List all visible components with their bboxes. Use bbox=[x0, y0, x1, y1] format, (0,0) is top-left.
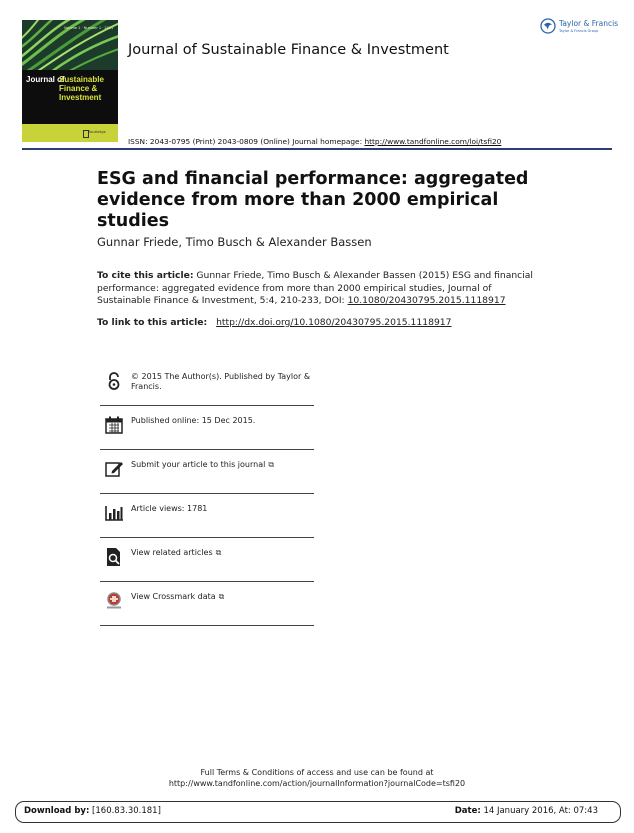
cover-title-main bbox=[59, 75, 104, 102]
search-document-icon bbox=[104, 547, 124, 567]
cover-title-prefix: Journal of bbox=[26, 75, 65, 84]
crossmark-link[interactable] bbox=[131, 592, 316, 602]
date-value: 14 January 2016, At: 07:43 bbox=[480, 806, 598, 816]
edit-icon bbox=[104, 459, 124, 479]
cover-artwork bbox=[22, 20, 118, 70]
article-authors: Gunnar Friede, Timo Busch & Alexander Bassen bbox=[97, 235, 372, 249]
taylor-francis-icon bbox=[540, 18, 556, 34]
related-articles-item[interactable] bbox=[100, 538, 314, 582]
citation-block bbox=[97, 270, 542, 308]
cover-issue-label: Volume 1 · Number 1 · 2011 bbox=[64, 26, 114, 30]
issn-text: ISSN: 2043-0795 (Print) 2043-0809 (Online) Journal homepage: bbox=[128, 137, 365, 146]
publisher-logo[interactable] bbox=[540, 17, 620, 41]
cover-title-line: Sustainable bbox=[59, 75, 104, 84]
journal-homepage-link[interactable]: http://www.tandfonline.com/loi/tsfi20 bbox=[364, 137, 502, 146]
related-articles-link[interactable] bbox=[131, 548, 316, 558]
article-info-list bbox=[100, 362, 314, 626]
article-link-label: To link to this article: bbox=[97, 317, 208, 328]
related-articles-label[interactable]: View related articles bbox=[131, 548, 213, 557]
cover-title-line: Investment bbox=[59, 93, 102, 102]
published-date-text: Published online: 15 Dec 2015. bbox=[131, 416, 256, 425]
journal-cover bbox=[22, 20, 118, 142]
article-link-block bbox=[97, 317, 451, 328]
terms-footer bbox=[0, 768, 634, 789]
article-views-text: Article views: 1781 bbox=[131, 504, 208, 513]
journal-title: Journal of Sustainable Finance & Investment bbox=[128, 42, 449, 58]
open-access-icon bbox=[104, 371, 124, 391]
external-link-icon: ⧉ bbox=[218, 592, 225, 601]
publisher-name: Taylor & Francis bbox=[559, 19, 619, 28]
crossmark-item[interactable] bbox=[100, 582, 314, 626]
doi-link[interactable]: 10.1080/20430795.2015.1118917 bbox=[347, 295, 506, 307]
calendar-icon bbox=[104, 415, 124, 435]
download-by bbox=[24, 806, 161, 816]
header-divider bbox=[22, 148, 612, 150]
terms-line: Full Terms & Conditions of access and use can be found at bbox=[200, 768, 434, 777]
download-label: Download by: bbox=[24, 806, 90, 816]
open-access-item bbox=[100, 362, 314, 406]
download-value: [160.83.30.181] bbox=[89, 806, 161, 816]
article-title: ESG and financial performance: aggregated evidence from more than 2000 empirical studies bbox=[97, 169, 529, 231]
issn-line bbox=[128, 137, 501, 146]
crossmark-icon bbox=[104, 591, 124, 611]
cover-publisher: Routledge bbox=[88, 130, 106, 134]
external-link-icon: ⧉ bbox=[268, 460, 275, 469]
crossmark-label[interactable]: View Crossmark data bbox=[131, 592, 216, 601]
terms-url[interactable]: http://www.tandfonline.com/action/journalInformation?journalCode=tsfi20 bbox=[168, 778, 466, 788]
published-item bbox=[100, 406, 314, 450]
submit-article-link[interactable] bbox=[131, 460, 316, 470]
date-label: Date: bbox=[454, 806, 481, 816]
copyright-text: © 2015 The Author(s). Published by Taylor & Francis. bbox=[131, 372, 311, 391]
views-item bbox=[100, 494, 314, 538]
citation-text: Gunnar Friede, Timo Busch & Alexander Bassen (2015) ESG and financial performance: aggregated evidence from more than 2000 empirical studies, Journal of Sustainable Finance & Investment, 5:4, 210-233, DOI: bbox=[97, 270, 533, 307]
article-link[interactable]: http://dx.doi.org/10.1080/20430795.2015.1118917 bbox=[216, 317, 452, 328]
bar-chart-icon bbox=[104, 503, 124, 523]
publisher-tagline: Taylor & Francis Group bbox=[559, 29, 599, 33]
submit-article-label[interactable]: Submit your article to this journal bbox=[131, 460, 266, 469]
download-info-bar bbox=[15, 801, 621, 823]
external-link-icon: ⧉ bbox=[215, 548, 222, 557]
submit-article-item[interactable] bbox=[100, 450, 314, 494]
cover-title-line: Finance & bbox=[59, 84, 98, 93]
citation-label: To cite this article: bbox=[97, 270, 194, 281]
download-date bbox=[455, 806, 598, 816]
